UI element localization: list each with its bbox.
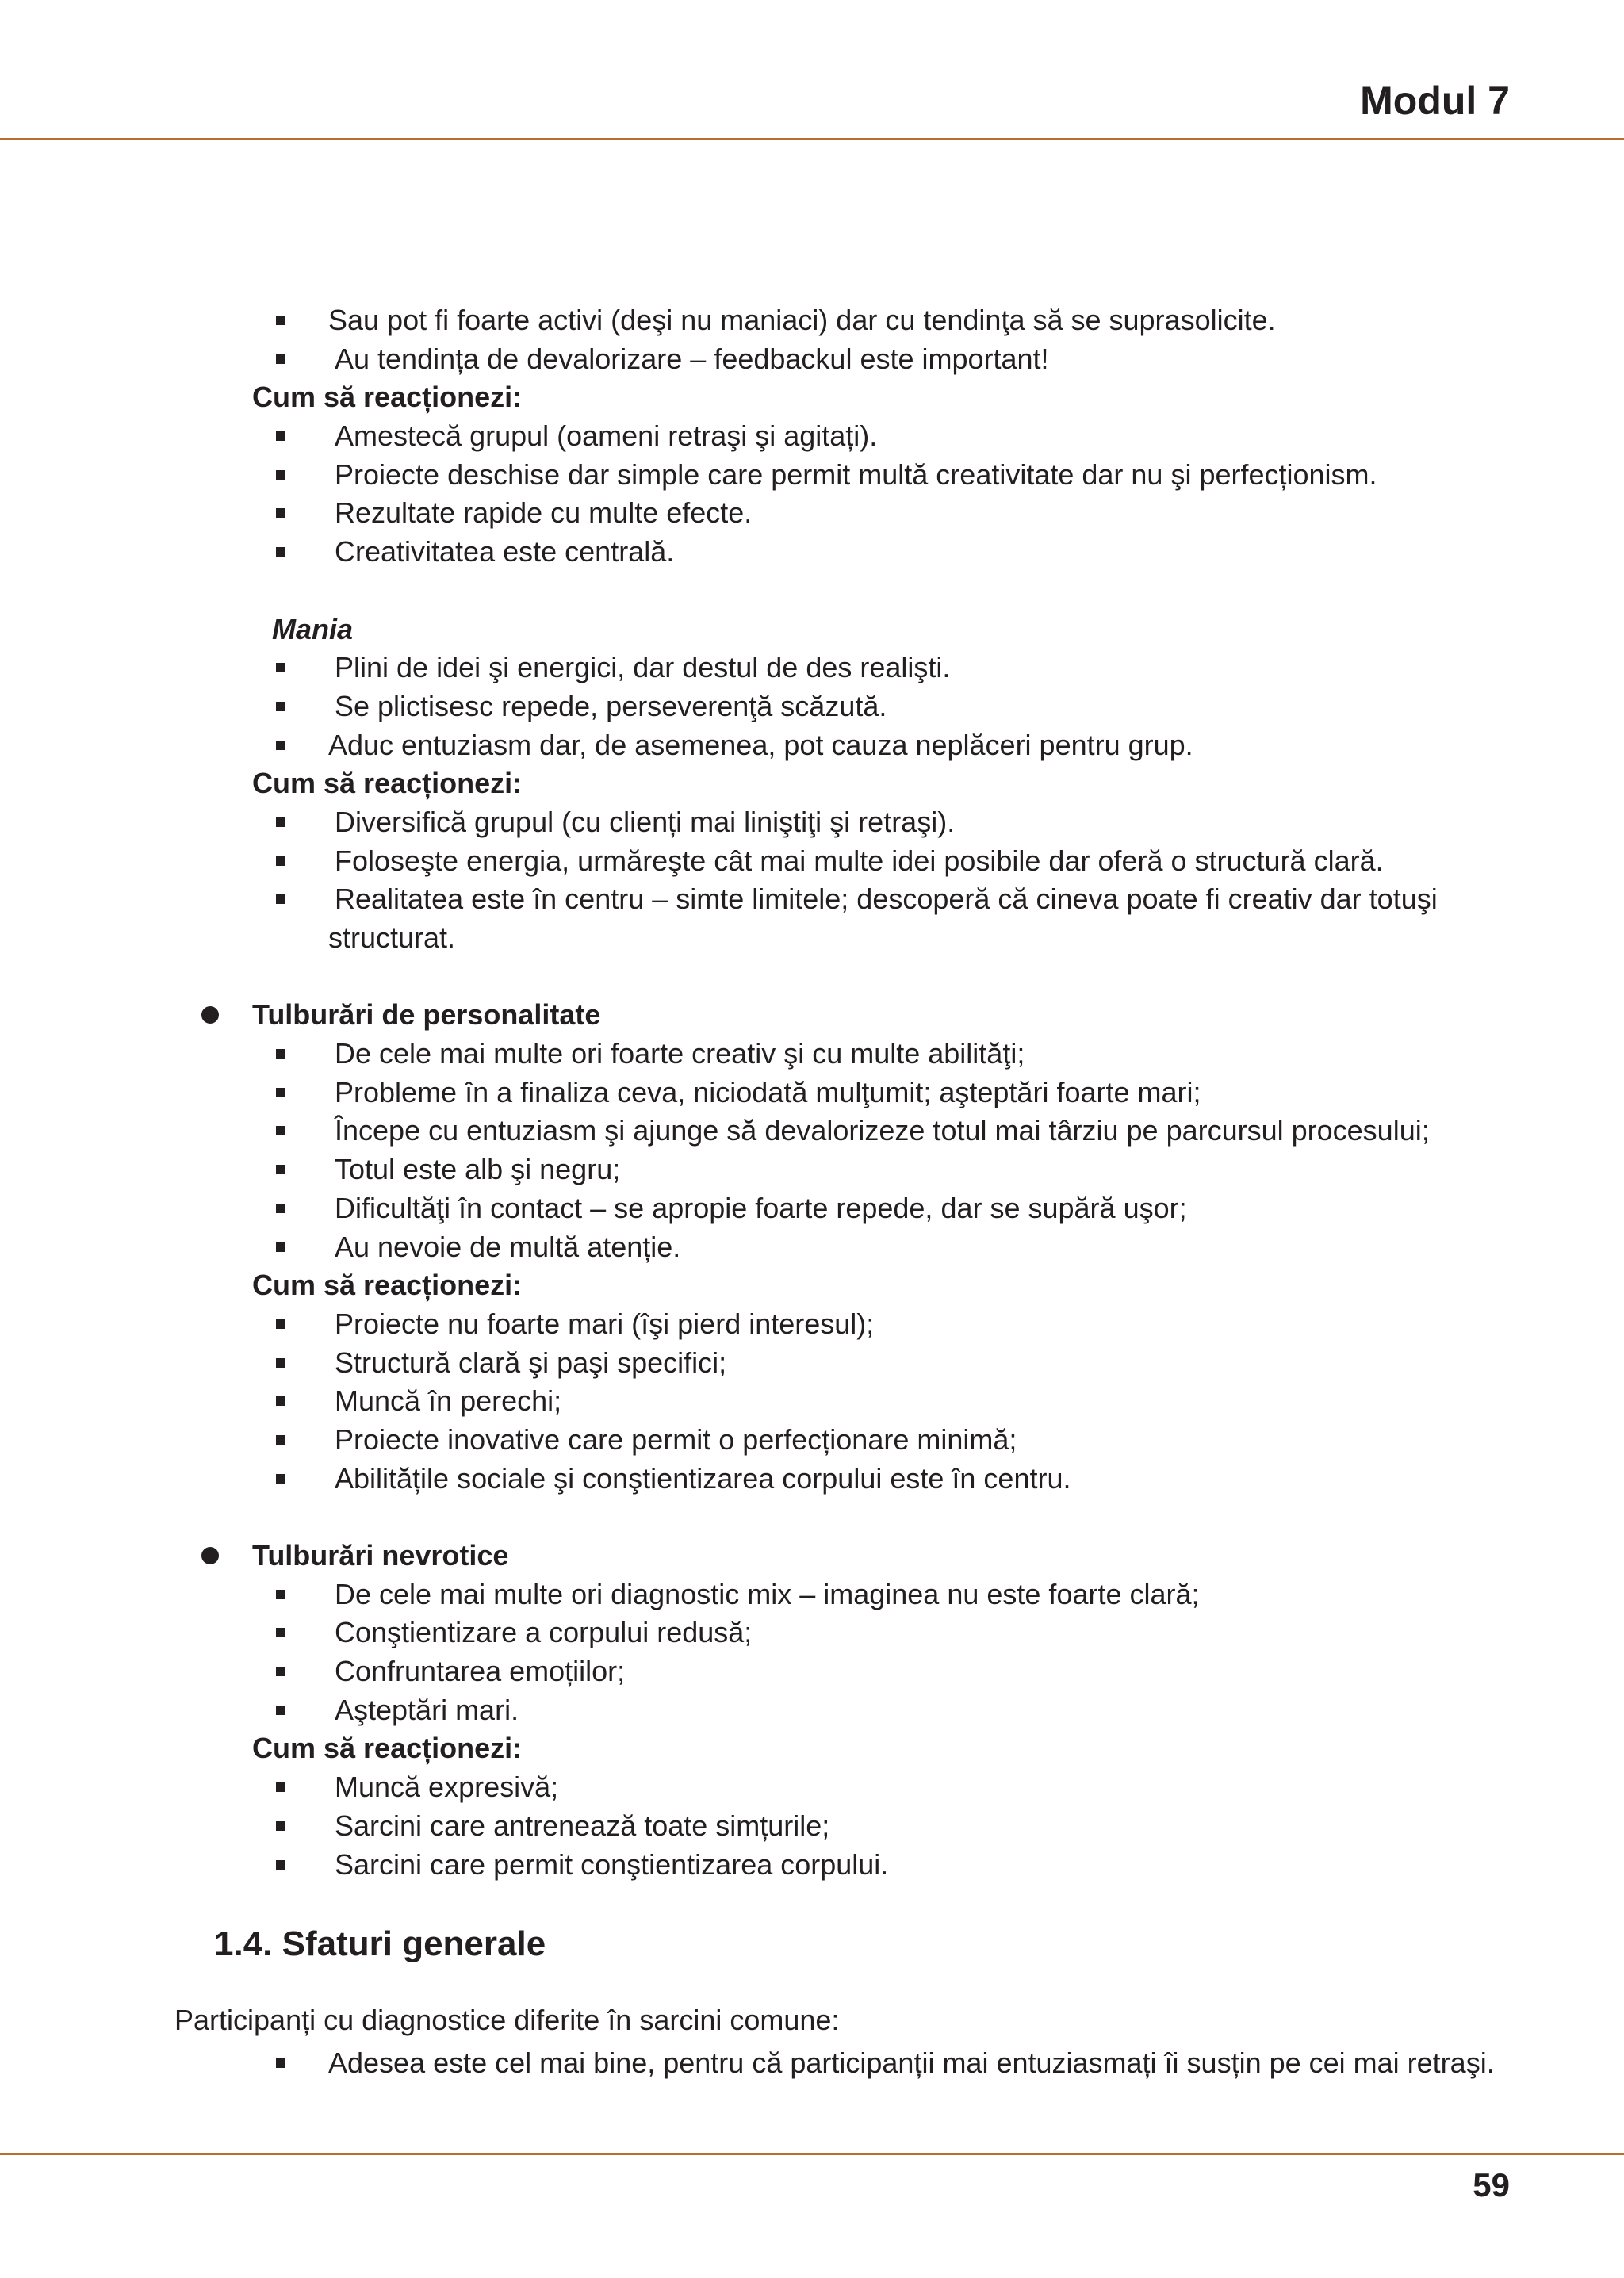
square-bullet-icon: [276, 894, 285, 904]
round-bullet-icon: [201, 1547, 219, 1564]
square-bullet-icon: [276, 1204, 285, 1213]
round-bullet-icon: [201, 1006, 219, 1024]
square-bullet-icon: [276, 470, 285, 480]
list-item: Probleme în a finaliza ceva, niciodată mulţumit; aşteptări foarte mari;: [0, 1074, 1624, 1112]
section-title: 1.4. Sfaturi generale: [214, 1924, 546, 1963]
list-item: Structură clară şi paşi specifici;: [0, 1344, 1624, 1383]
square-bullet-icon: [276, 1435, 285, 1445]
square-bullet-icon: [276, 1126, 285, 1135]
mania-title: Mania: [272, 612, 354, 645]
list-item: Aşteptări mari.: [0, 1691, 1624, 1730]
list-item: Conştientizare a corpului redusă;: [0, 1614, 1624, 1652]
list-item: Amestecă grupul (oameni retraşi şi agitați).: [0, 417, 1624, 456]
page-content: [0, 301, 1624, 1884]
list-item: Muncă în perechi;: [0, 1382, 1624, 1421]
list-item: Se plictisesc repede, perseverenţă scăzută.: [0, 687, 1624, 726]
square-bullet-icon: [276, 1049, 285, 1059]
react-heading: Cum să reacționezi:: [252, 381, 523, 414]
list-item: Proiecte nu foarte mari (îşi pierd interesul);: [0, 1305, 1624, 1344]
list-item: Au tendința de devalorizare – feedbackul este important!: [0, 340, 1624, 379]
square-bullet-icon: [276, 316, 285, 325]
square-bullet-icon: [276, 1165, 285, 1174]
list-item: Creativitatea este centrală.: [0, 533, 1624, 572]
header-rule: [0, 138, 1624, 140]
square-bullet-icon: [276, 354, 285, 364]
square-bullet-icon: [276, 547, 285, 557]
square-bullet-icon: [276, 1590, 285, 1599]
square-bullet-icon: [276, 817, 285, 827]
square-bullet-icon: [276, 1396, 285, 1406]
square-bullet-icon: [276, 702, 285, 711]
square-bullet-icon: [276, 1782, 285, 1792]
square-bullet-icon: [276, 508, 285, 518]
react-heading: Cum să reacționezi:: [252, 767, 523, 800]
list-item: Dificultăţi în contact – se apropie foarte repede, dar se supără uşor;: [0, 1189, 1624, 1228]
square-bullet-icon: [276, 1667, 285, 1676]
square-bullet-icon: [276, 1242, 285, 1252]
list-item: Confruntarea emoțiilor;: [0, 1652, 1624, 1691]
square-bullet-icon: [276, 741, 285, 750]
react-heading: Cum să reacționezi:: [252, 1269, 523, 1302]
square-bullet-icon: [276, 1821, 285, 1831]
list-item: Foloseşte energia, urmăreşte cât mai multe idei posibile dar oferă o structură clară.: [0, 842, 1624, 881]
list-item: Începe cu entuziasm şi ajunge să devalorizeze totul mai târziu pe parcursul procesului;: [0, 1112, 1624, 1150]
list-item: Sarcini care antrenează toate simțurile;: [0, 1807, 1624, 1846]
advice-item: Adesea este cel mai bine, pentru că participanții mai entuziasmați îi susțin pe cei mai retraşi.: [328, 2046, 1495, 2079]
list-item: Au nevoie de multă atenție.: [0, 1228, 1624, 1267]
list-item: Totul este alb şi negru;: [0, 1150, 1624, 1189]
section-bullet: Tulburări nevrotice: [0, 1537, 1624, 1575]
list-item: Realitatea este în centru – simte limitele; descoperă că cineva poate fi creativ dar totuşi: [0, 880, 1624, 919]
square-bullet-icon: [276, 663, 285, 672]
square-bullet-icon: [276, 431, 285, 441]
react-heading: Cum să reacționezi:: [252, 1732, 523, 1765]
list-item: Sau pot fi foarte activi (deşi nu maniaci) dar cu tendinţa să se suprasolicite.: [0, 301, 1624, 340]
list-item: De cele mai multe ori diagnostic mix – imaginea nu este foarte clară;: [0, 1575, 1624, 1614]
square-bullet-icon: [276, 1088, 285, 1097]
list-item: Rezultate rapide cu multe efecte.: [0, 494, 1624, 533]
square-bullet-icon: [276, 856, 285, 866]
square-bullet-icon: [276, 1474, 285, 1484]
list-item: De cele mai multe ori foarte creativ şi cu multe abilităţi;: [0, 1035, 1624, 1074]
list-item-continuation: structurat.: [328, 921, 456, 954]
square-bullet-icon: [276, 1628, 285, 1637]
list-item: Proiecte deschise dar simple care permit multă creativitate dar nu şi perfecționism.: [0, 456, 1624, 495]
list-item: Sarcini care permit conştientizarea corpului.: [0, 1846, 1624, 1885]
section-intro: Participanți cu diagnostice diferite în sarcini comune:: [174, 2004, 840, 2036]
square-bullet-icon: [276, 1706, 285, 1715]
square-bullet-icon: [276, 1319, 285, 1329]
footer-rule: [0, 2153, 1624, 2155]
page-number: 59: [1473, 2166, 1510, 2203]
list-item: Diversifică grupul (cu clienți mai liniştiţi şi retraşi).: [0, 803, 1624, 842]
list-item: Proiecte inovative care permit o perfecționare minimă;: [0, 1421, 1624, 1460]
module-title: Modul 7: [1360, 78, 1510, 123]
square-bullet-icon: [276, 1860, 285, 1870]
list-item: Plini de idei şi energici, dar destul de des realişti.: [0, 649, 1624, 687]
square-bullet-icon: [276, 1358, 285, 1368]
section-bullet: Tulburări de personalitate: [0, 996, 1624, 1035]
square-bullet-icon: [276, 2058, 285, 2068]
list-item: Muncă expresivă;: [0, 1768, 1624, 1807]
list-item: Aduc entuziasm dar, de asemenea, pot cauza neplăceri pentru grup.: [0, 726, 1624, 765]
list-item: Abilitățile sociale şi conştientizarea corpului este în centru.: [0, 1460, 1624, 1499]
